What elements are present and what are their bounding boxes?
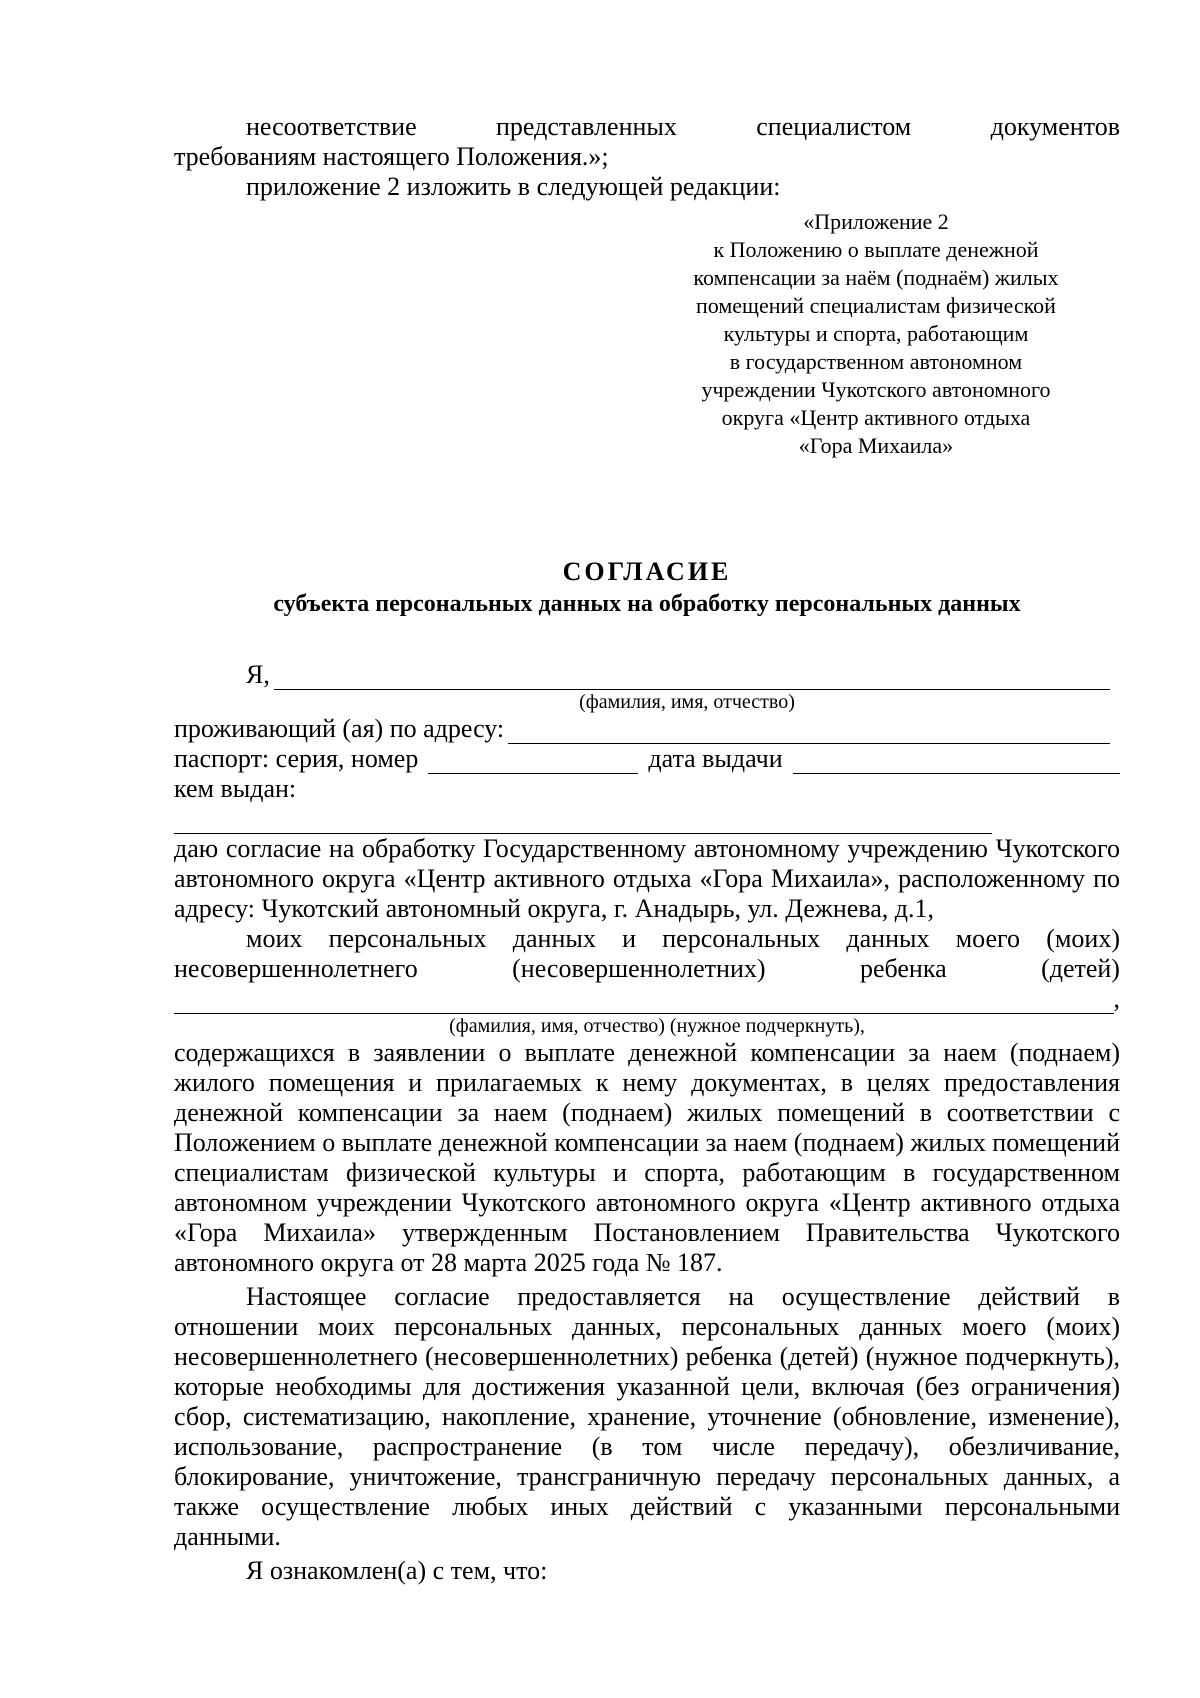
top-word-3: специалистом (756, 112, 912, 141)
child-comma: , (1113, 984, 1120, 1013)
top-line-2: требованиям настоящего Положения.»; (174, 142, 609, 171)
child-line-2 (174, 954, 1120, 984)
child-word-3: ребенка (859, 954, 947, 983)
issue-date-field[interactable] (793, 749, 1120, 774)
address-field[interactable] (508, 719, 1110, 744)
appendix-line: к Положению о выплате денежной (713, 237, 1039, 262)
consent-paragraph: даю согласие на обработку Государственному автономному учреждению Чукотского автономного округа «Центр активного отдыха «Гора Михаила», расположенному по адресу: Чукотский автономный округа, г. Анадырь, ул. Дежнева, д.1, (174, 834, 1120, 923)
issued-by-label: кем выдан: (174, 774, 297, 803)
appendix-line: «Гора Михаила» (798, 433, 954, 458)
issued-by-row (174, 774, 1120, 804)
passport-row (174, 744, 1120, 774)
appendix-line: учреждении Чукотского автономного (701, 377, 1051, 402)
top-word-4: документов (990, 112, 1120, 141)
child-word-2: (несовершеннолетних) (512, 954, 766, 983)
top-word-1: несоответствие (246, 112, 417, 141)
child-line-1: моих персональных данных и персональных данных моего (моих) (246, 924, 1120, 953)
appendix-line: в государственном автономном (729, 349, 1023, 374)
child-caption: (фамилия, имя, отчество) (нужное подчеркнуть), (449, 1015, 865, 1037)
document-title: СОГЛАСИЕ (562, 557, 732, 586)
fio-caption: (фамилия, имя, отчество) (579, 691, 795, 713)
document-subtitle: субъекта персональных данных на обработку персональных данных (273, 591, 1021, 617)
appendix-line: культуры и спорта, работающим (723, 321, 1029, 346)
appendix-line: «Приложение 2 (803, 209, 949, 234)
passport-number-field[interactable] (428, 749, 638, 774)
acquainted-line: Я ознакомлен(а) с тем, что: (246, 1556, 548, 1585)
child-fio-row (174, 984, 1120, 1014)
child-word-4: (детей) (1041, 954, 1120, 983)
appendix-line: округа «Центр активного отдыха (721, 405, 1031, 430)
issued-by-line-row (174, 804, 1120, 834)
issue-date-label: дата выдачи (648, 744, 783, 773)
i-label: Я, (246, 660, 270, 689)
issued-by-field[interactable] (174, 809, 992, 834)
purpose-paragraph: содержащихся в заявлении о выплате денежной компенсации за наем (поднаем) жилого помещения и прилагаемых к нему документах, в целях предоставления денежной компенсации за наем (поднаем) жилых помещений в соответствии с Положением о выплате денежной компенсации за наем (поднаем) жилых помещений специалистам физической культуры и спорта, работающим в государственном автономном учреждении Чукотского автономного округа «Центр активного отдыха «Гора Михаила» утвержденным Постановлением Правительства Чукотского автономного округа от 28 марта 2025 года № 187. (174, 1038, 1120, 1277)
fio-field[interactable] (274, 665, 1110, 690)
top-word-2: представленных (496, 112, 677, 141)
appendix-line: компенсации за наём (поднаём) жилых (693, 265, 1059, 290)
appendix-block (666, 208, 1086, 460)
top-line-1 (174, 112, 1120, 142)
document-page (174, 112, 1120, 1586)
appendix-line: помещений специалистам физической (696, 293, 1056, 318)
passport-label: паспорт: серия, номер (174, 744, 419, 773)
child-word-1: несовершеннолетнего (174, 954, 418, 983)
address-row (174, 714, 1120, 744)
child-fio-field[interactable] (174, 989, 1114, 1014)
fio-row (174, 660, 1120, 690)
address-label: проживающий (ая) по адресу: (174, 714, 505, 743)
actions-paragraph: Настоящее согласие предоставляется на осуществление действий в отношении моих персональных данных, персональных данных моего (моих) несовершеннолетнего (несовершеннолетних) ребенка (детей) (нужное подчеркнуть), которые необходимы для достижения указанной цели, включая (без ограничения) сбор, систематизацию, накопление, хранение, уточнение (обновление, изменение), использование, распространение (в том числе передачу), обезличивание, блокирование, уничтожение, трансграничную передачу персональных данных, а также осуществление любых иных действий с указанными персональными данными. (174, 1282, 1120, 1551)
top-line-3: приложение 2 изложить в следующей редакции: (246, 172, 781, 201)
